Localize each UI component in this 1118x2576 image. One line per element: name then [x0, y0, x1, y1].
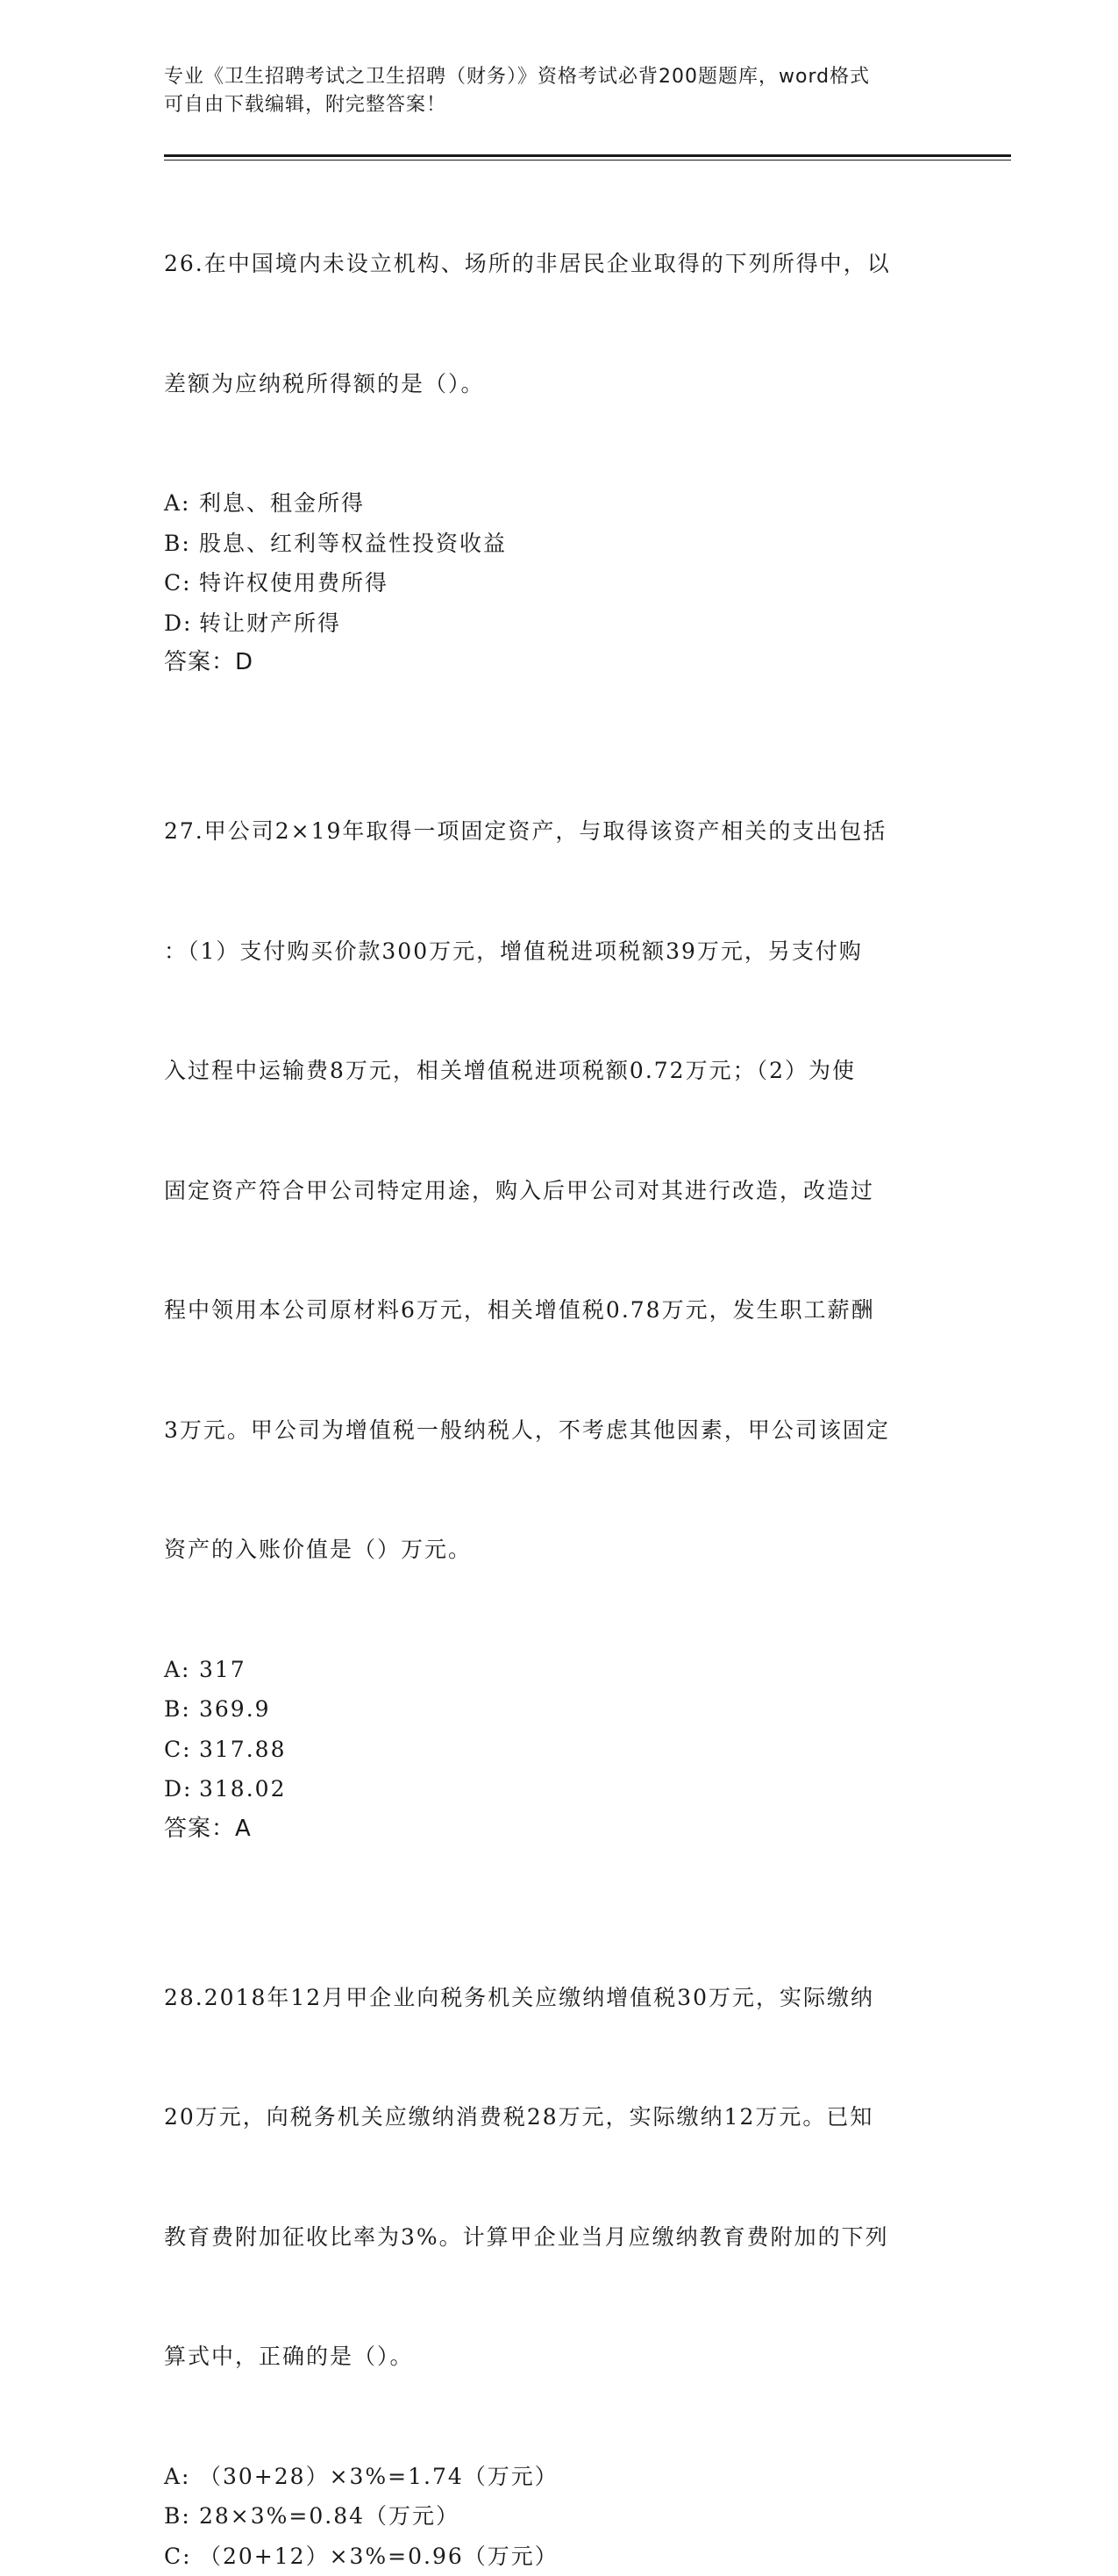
stem-line: 入过程中运输费8万元，相关增值税进项税额0.72万元；（2）为使 [164, 1051, 953, 1091]
header-divider-thick [164, 154, 1011, 157]
option-key: A: [164, 483, 199, 524]
option-key: C: [164, 563, 199, 603]
option-key: C: [164, 1730, 199, 1770]
option-key: D: [164, 603, 199, 644]
option-text: 股息、红利等权益性投资收益 [199, 531, 507, 556]
header-line-2: 可自由下载编辑，附完整答案！ [164, 91, 953, 119]
stem-line: 20万元，向税务机关应缴纳消费税28万元，实际缴纳12万元。已知 [164, 2097, 953, 2137]
option-c [164, 1730, 953, 1770]
stem-line: 固定资产符合甲公司特定用途，购入后甲公司对其进行改造，改造过 [164, 1171, 953, 1211]
option-key: A: [164, 1650, 199, 1690]
option-text: （30+28）×3%=1.74（万元） [199, 2464, 559, 2489]
stem-line: 资产的入账价值是（）万元。 [164, 1530, 953, 1570]
option-b [164, 524, 953, 564]
question-stem [164, 1898, 953, 2457]
question-stem [164, 731, 953, 1650]
option-key: A: [164, 2457, 199, 2497]
stem-line: ：（1）支付购买价款300万元，增值税进项税额39万元，另支付购 [164, 931, 953, 972]
document-header [164, 63, 953, 119]
stem-line: 26.在中国境内未设立机构、场所的非居民企业取得的下列所得中，以 [164, 244, 953, 284]
answer-line: 答案：A [164, 1809, 953, 1849]
option-text: 特许权使用费所得 [199, 570, 388, 596]
stem-line: 27.甲公司2×19年取得一项固定资产，与取得该资产相关的支出包括 [164, 811, 953, 852]
option-text: 317 [199, 1657, 246, 1682]
stem-line: 28.2018年12月甲企业向税务机关应缴纳增值税30万元，实际缴纳 [164, 1978, 953, 2018]
option-text: 369.9 [199, 1696, 271, 1722]
option-c [164, 2537, 953, 2576]
question-list [164, 164, 953, 2576]
option-key: D: [164, 1769, 199, 1809]
option-text: 利息、租金所得 [199, 490, 365, 516]
stem-line: 程中领用本公司原材料6万元，相关增值税0.78万元，发生职工薪酬 [164, 1290, 953, 1331]
option-d [164, 1769, 953, 1809]
option-c [164, 563, 953, 603]
option-b [164, 2496, 953, 2537]
stem-line: 教育费附加征收比率为3%。计算甲企业当月应缴纳教育费附加的下列 [164, 2217, 953, 2258]
option-text: 317.88 [199, 1737, 286, 1762]
option-a [164, 483, 953, 524]
option-text: 318.02 [199, 1776, 286, 1802]
stem-line: 3万元。甲公司为增值税一般纳税人，不考虑其他因素，甲公司该固定 [164, 1410, 953, 1451]
option-text: （20+12）×3%=0.96（万元） [199, 2544, 559, 2569]
question-26 [164, 164, 953, 682]
question-stem [164, 164, 953, 483]
question-28 [164, 1898, 953, 2576]
header-divider-thin [164, 160, 1011, 161]
question-27 [164, 731, 953, 1849]
option-text: 28×3%=0.84（万元） [199, 2503, 459, 2529]
option-a [164, 2457, 953, 2497]
option-key: B: [164, 2496, 199, 2537]
option-text: 转让财产所得 [199, 610, 341, 636]
stem-line: 差额为应纳税所得额的是（）。 [164, 364, 953, 404]
option-key: B: [164, 524, 199, 564]
option-key: C: [164, 2537, 199, 2576]
option-key: B: [164, 1689, 199, 1730]
header-line-1: 专业《卫生招聘考试之卫生招聘（财务）》资格考试必背200题题库，word格式 [164, 63, 953, 91]
option-b [164, 1689, 953, 1730]
option-a [164, 1650, 953, 1690]
option-d [164, 603, 953, 644]
answer-line: 答案：D [164, 643, 953, 682]
stem-line: 算式中，正确的是（）。 [164, 2337, 953, 2377]
